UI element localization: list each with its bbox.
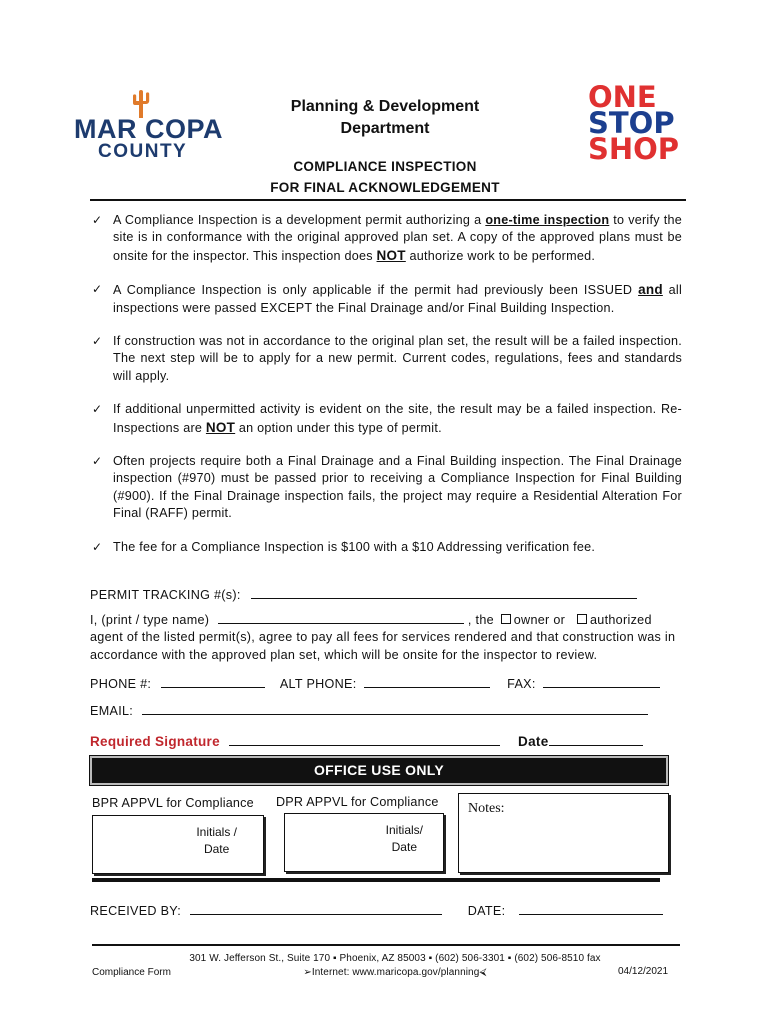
agent-agreement-text: agent of the listed permit(s), agree to pay all fees for services rendered and that construction was in accordance with the approved plan set, which will be onsite for the inspector to review. [90,630,676,662]
phone-label: PHONE #: [90,677,152,691]
signature-row [90,734,643,749]
checkmark-icon: ✓ [92,282,103,297]
print-name-field[interactable] [218,612,464,624]
instruction-item: ✓ The fee for a Compliance Inspection is $100 with a $10 Addressing verification fee. [92,539,682,556]
owner-checkbox[interactable] [501,614,511,624]
signature-date-field[interactable] [549,734,643,746]
maricopa-county-logo: MARICOPA COUNTY [74,88,224,158]
instruction-item: ✓ A Compliance Inspection is a development permit authorizing a one-time inspection to verify the site is in conformance with the original approved plan set. A copy of the approved plans must be onsite for the inspector. This inspection does NOT authorize work to be performed. [92,213,682,263]
one-stop-shop-logo: ONE STOP SHOP [588,80,680,166]
received-date-label: DATE: [467,904,506,918]
form-subtitle: COMPLIANCE INSPECTION FOR FINAL ACKNOWLEDGEMENT [270,159,500,195]
signature-field[interactable] [229,734,500,746]
dpr-approval-label: DPR APPVL for Compliance [276,795,439,809]
name-row: I, (print / type name) , the owner or authorized [90,613,652,627]
permit-tracking-field[interactable] [251,587,637,599]
department-title: Planning & Development Department [290,98,480,137]
fax-label: FAX: [507,677,536,691]
permit-tracking-label: PERMIT TRACKING #(s): [90,588,241,602]
instruction-item: ✓ Often projects require both a Final Drainage and a Final Building inspection. The Final Drainage inspection (#970) must be passed prior to receiving a Compliance Inspection for Final Building (#900). If the Final Drainage inspection fails, the project may require a Residential Alteration For Final (RAFF) permit. [92,454,682,521]
alt-phone-label: ALT PHONE: [279,677,357,691]
office-divider [92,878,660,882]
instruction-item: ✓ If additional unpermitted activity is evident on the site, the result may be a failed inspection. Re-Inspections are NOT an option under this type of permit. [92,402,682,435]
email-field[interactable] [142,703,648,715]
bpr-approval-label: BPR APPVL for Compliance [92,796,254,810]
phone-field[interactable] [161,676,265,688]
phone-row [90,676,660,691]
fax-field[interactable] [543,676,660,688]
checkmark-icon: ✓ [92,213,103,227]
checkmark-icon: ✓ [92,402,103,417]
alt-phone-field[interactable] [364,676,490,688]
signature-date-label: Date [518,734,549,749]
footer-divider [92,944,680,946]
checkmark-icon: ✓ [92,454,103,469]
website-link[interactable]: Internet: www.maricopa.gov/planning [311,967,480,978]
authorized-checkbox[interactable] [577,614,587,624]
received-by-field[interactable] [190,903,442,915]
received-by-label: RECEIVED BY: [90,904,182,918]
print-name-label: I, (print / type name) [90,613,210,627]
required-signature-label: Required Signature [90,734,220,749]
arrow-right-icon: ➢ [303,967,312,978]
instruction-item: ✓ A Compliance Inspection is only applicable if the permit had previously been ISSUED and all inspections were passed EXCEPT the Final Drainage and/or Final Building Inspection. [92,282,682,315]
header-divider [90,199,686,201]
permit-tracking-row [90,587,637,602]
arrow-left-icon: ⮘ [479,967,487,978]
form-date: 04/12/2021 [618,966,669,977]
notes-box[interactable]: Notes: [458,793,669,873]
dpr-initials-box[interactable]: Initials/ Date [284,813,444,872]
footer-address: 301 W. Jefferson St., Suite 170 ▪ Phoenix, AZ 85003 ▪ (602) 506-3301 ▪ (602) 506-8510 fax ➢Internet: www.maricopa.gov/planning⮘ [189,953,601,978]
received-row [90,903,663,918]
received-date-field[interactable] [519,903,663,915]
checkmark-icon: ✓ [92,334,103,349]
office-use-header: OFFICE USE ONLY [90,756,668,785]
email-label: EMAIL: [90,704,134,718]
checkmark-icon: ✓ [92,539,103,554]
form-name: Compliance Form [92,967,171,978]
email-row [90,703,648,718]
instructions-list [92,212,682,556]
instruction-item: ✓ If construction was not in accordance to the original plan set, the result will be a failed inspection. The next step will be to apply for a new permit. Current codes, regulations, fees and standards will apply. [92,334,682,383]
bpr-initials-box[interactable]: Initials / Date [92,815,264,874]
